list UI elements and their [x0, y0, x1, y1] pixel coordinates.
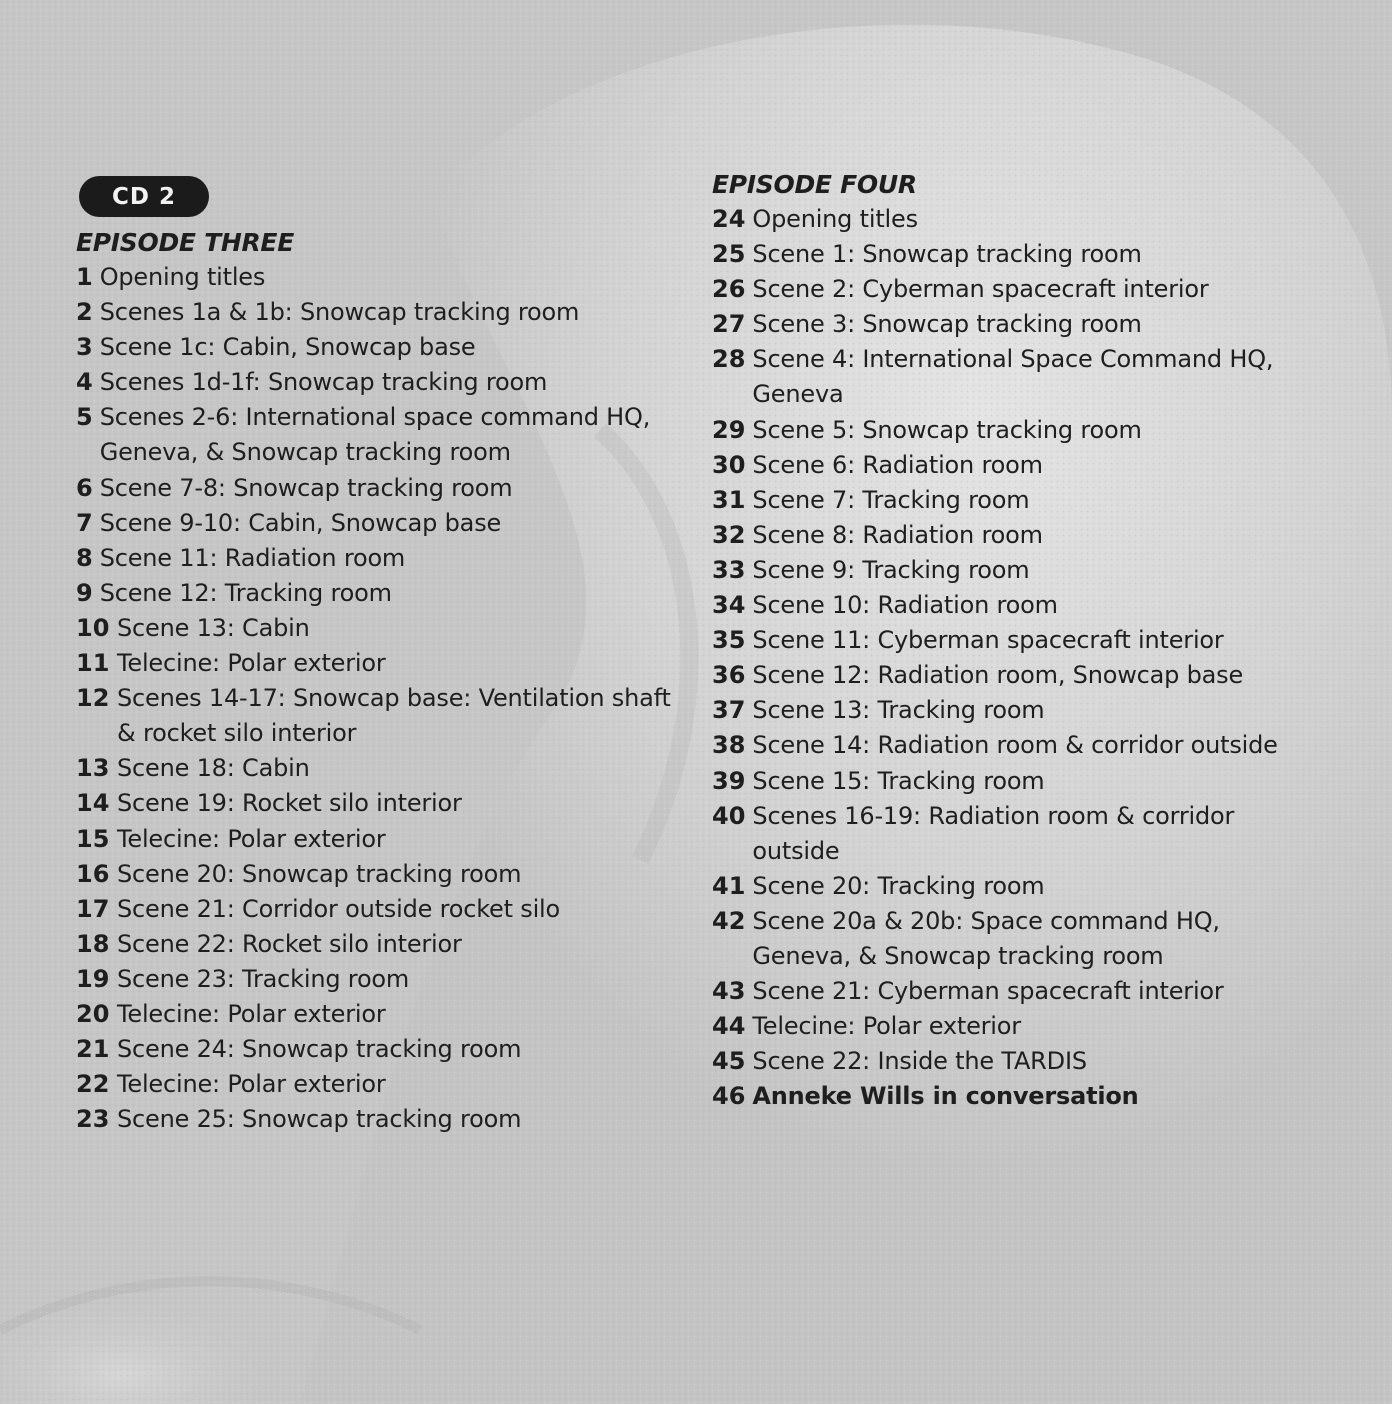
track-number: 4 — [76, 368, 93, 397]
track-item — [76, 822, 676, 857]
track-title: Scene 3: Snowcap tracking room — [752, 310, 1142, 339]
track-title: Scene 9-10: Cabin, Snowcap base — [99, 508, 502, 537]
track-item — [76, 751, 676, 786]
track-item — [76, 1032, 676, 1067]
track-number: 11 — [76, 649, 110, 678]
track-item — [76, 927, 676, 962]
track-number: 28 — [712, 345, 746, 374]
track-title: Scene 19: Rocket silo interior — [117, 789, 462, 818]
track-number: 34 — [712, 591, 746, 620]
track-title: Scene 20: Tracking room — [752, 871, 1045, 900]
track-item — [712, 272, 1352, 307]
track-title: Scene 11: Radiation room — [99, 543, 406, 572]
track-title: Scene 20a & 20b: Space command HQ, Geneva, & Snowcap tracking room — [752, 906, 1220, 970]
track-item — [712, 413, 1352, 448]
track-number: 15 — [76, 824, 110, 853]
track-title: Scene 20: Snowcap tracking room — [117, 859, 522, 888]
track-item — [712, 483, 1352, 518]
episode-four-tracklist — [712, 202, 1352, 1114]
track-title: Scenes 14-17: Snowcap base: Ventilation shaft & rocket silo interior — [117, 684, 671, 748]
track-item — [76, 1102, 676, 1137]
track-item — [712, 588, 1352, 623]
track-number: 2 — [76, 298, 93, 327]
episode-three-section — [76, 225, 676, 1137]
track-item — [712, 307, 1352, 342]
episode-three-tracklist — [76, 260, 676, 1137]
track-number: 9 — [76, 578, 93, 607]
track-item — [712, 202, 1352, 237]
track-number: 31 — [712, 485, 746, 514]
track-item — [712, 623, 1352, 658]
track-number: 27 — [712, 310, 746, 339]
track-number: 26 — [712, 275, 746, 304]
track-item — [712, 764, 1352, 799]
track-item — [76, 506, 676, 541]
track-item — [76, 400, 676, 470]
track-number: 32 — [712, 520, 746, 549]
track-title: Scene 10: Radiation room — [752, 591, 1058, 620]
track-number: 12 — [76, 684, 110, 713]
track-title: Scene 18: Cabin — [117, 754, 310, 783]
track-item — [712, 869, 1352, 904]
track-number: 22 — [76, 1070, 110, 1099]
track-title: Scene 7-8: Snowcap tracking room — [99, 473, 513, 502]
track-item — [712, 974, 1352, 1009]
track-item — [712, 553, 1352, 588]
track-item — [76, 576, 676, 611]
track-title: Scene 1: Snowcap tracking room — [752, 240, 1142, 269]
track-title: Scene 21: Corridor outside rocket silo — [117, 894, 560, 923]
track-number: 10 — [76, 613, 110, 642]
track-item — [712, 1044, 1352, 1079]
track-title: Scene 6: Radiation room — [752, 450, 1043, 479]
cd-badge — [79, 176, 209, 217]
track-number: 20 — [76, 999, 110, 1028]
track-number: 46 — [712, 1082, 746, 1111]
track-number: 8 — [76, 543, 93, 572]
track-number: 23 — [76, 1105, 110, 1134]
track-number: 40 — [712, 801, 746, 830]
track-item — [76, 962, 676, 997]
track-item — [76, 786, 676, 821]
track-title: Telecine: Polar exterior — [117, 1070, 386, 1099]
track-item — [76, 365, 676, 400]
track-item — [76, 646, 676, 681]
track-title: Scene 12: Tracking room — [99, 578, 392, 607]
track-number: 17 — [76, 894, 110, 923]
track-title: Scenes 1d-1f: Snowcap tracking room — [99, 368, 548, 397]
track-item — [712, 237, 1352, 272]
track-item — [76, 330, 676, 365]
track-item — [712, 658, 1352, 693]
track-title: Scene 24: Snowcap tracking room — [117, 1035, 522, 1064]
track-title: Scene 12: Radiation room, Snowcap base — [752, 661, 1244, 690]
track-item — [712, 1079, 1352, 1114]
episode-four-title: EPISODE FOUR — [712, 170, 917, 199]
track-number: 36 — [712, 661, 746, 690]
track-title: Scene 1c: Cabin, Snowcap base — [99, 333, 476, 362]
track-title: Opening titles — [99, 263, 266, 291]
track-number: 24 — [712, 205, 746, 233]
track-number: 39 — [712, 766, 746, 795]
track-number: 5 — [76, 403, 93, 432]
track-item — [76, 260, 676, 295]
track-number: 30 — [712, 450, 746, 479]
track-item — [76, 857, 676, 892]
track-title: Scene 23: Tracking room — [117, 964, 410, 993]
track-number: 42 — [712, 906, 746, 935]
track-title: Scene 11: Cyberman spacecraft interior — [752, 626, 1224, 655]
track-item — [76, 892, 676, 927]
track-number: 6 — [76, 473, 93, 502]
track-number: 38 — [712, 731, 746, 760]
track-title: Scene 22: Rocket silo interior — [117, 929, 462, 958]
track-title: Telecine: Polar exterior — [752, 1012, 1021, 1041]
track-title: Scenes 2-6: International space command HQ, Geneva, & Snowcap tracking room — [99, 403, 651, 467]
track-title: Telecine: Polar exterior — [117, 824, 386, 853]
track-item — [712, 904, 1352, 974]
track-item — [712, 693, 1352, 728]
track-item — [712, 728, 1352, 763]
track-number: 18 — [76, 929, 110, 958]
track-number: 44 — [712, 1012, 746, 1041]
track-title: Scene 21: Cyberman spacecraft interior — [752, 977, 1224, 1006]
track-title: Scene 13: Tracking room — [752, 696, 1045, 725]
track-number: 16 — [76, 859, 110, 888]
track-title: Scene 2: Cyberman spacecraft interior — [752, 275, 1209, 304]
track-item — [712, 1009, 1352, 1044]
track-item — [76, 295, 676, 330]
track-title: Telecine: Polar exterior — [117, 649, 386, 678]
cd-badge-label: CD 2 — [112, 183, 176, 210]
track-number: 19 — [76, 964, 110, 993]
track-title: Scene 14: Radiation room & corridor outside — [752, 731, 1278, 760]
track-title: Scene 15: Tracking room — [752, 766, 1045, 795]
track-number: 13 — [76, 754, 110, 783]
track-title: Scene 22: Inside the TARDIS — [752, 1047, 1087, 1076]
track-number: 21 — [76, 1035, 110, 1064]
track-item — [76, 1067, 676, 1102]
track-item — [76, 681, 676, 751]
track-item — [76, 997, 676, 1032]
track-item — [712, 799, 1352, 869]
track-title: Anneke Wills in conversation — [752, 1082, 1139, 1111]
track-number: 29 — [712, 415, 746, 444]
track-number: 1 — [76, 263, 93, 291]
track-title: Scenes 16-19: Radiation room & corridor outside — [752, 801, 1235, 865]
track-number: 37 — [712, 696, 746, 725]
track-title: Telecine: Polar exterior — [117, 999, 386, 1028]
track-number: 41 — [712, 871, 746, 900]
track-title: Scene 9: Tracking room — [752, 555, 1030, 584]
track-title: Scene 5: Snowcap tracking room — [752, 415, 1142, 444]
track-number: 3 — [76, 333, 93, 362]
track-title: Scene 7: Tracking room — [752, 485, 1030, 514]
track-number: 35 — [712, 626, 746, 655]
track-item — [712, 342, 1352, 412]
track-number: 33 — [712, 555, 746, 584]
track-number: 43 — [712, 977, 746, 1006]
track-title: Scene 8: Radiation room — [752, 520, 1043, 549]
track-number: 45 — [712, 1047, 746, 1076]
track-title: Scene 25: Snowcap tracking room — [117, 1105, 522, 1134]
track-item — [76, 471, 676, 506]
track-title: Scene 4: International Space Command HQ, Geneva — [752, 345, 1274, 409]
episode-three-title: EPISODE THREE — [76, 228, 294, 257]
track-item — [76, 541, 676, 576]
track-title: Scene 13: Cabin — [117, 613, 310, 642]
track-number: 25 — [712, 240, 746, 269]
track-title: Opening titles — [752, 205, 918, 233]
track-number: 7 — [76, 508, 93, 537]
track-item — [712, 518, 1352, 553]
track-item — [712, 448, 1352, 483]
track-item — [76, 611, 676, 646]
track-title: Scenes 1a & 1b: Snowcap tracking room — [99, 298, 580, 327]
track-number: 14 — [76, 789, 110, 818]
episode-four-section — [712, 167, 1352, 1114]
